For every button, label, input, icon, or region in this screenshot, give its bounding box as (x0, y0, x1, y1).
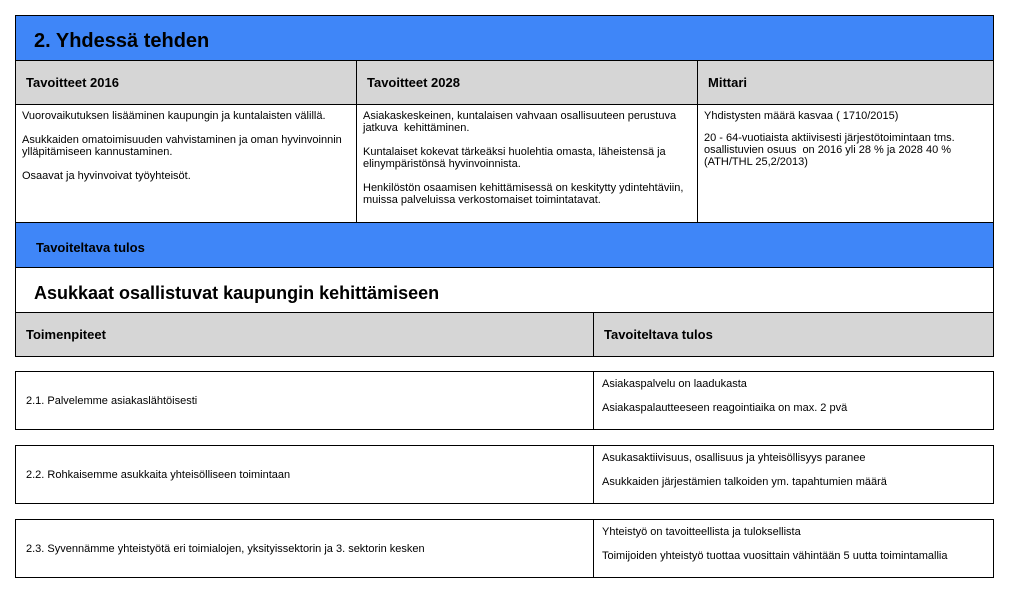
column-header-goals-2016 (15, 60, 357, 105)
section-title: 2. Yhdessä tehden (34, 29, 210, 52)
column-header-metric (697, 60, 994, 105)
results-header-label: Tavoiteltava tulos (604, 327, 713, 342)
target-bar (15, 222, 994, 268)
goal-text: Osaavat ja hyvinvoivat työyhteisöt. (22, 170, 191, 182)
result-text: Toimijoiden yhteistyö tuottaa vuosittain vähintään 5 uutta toimintamallia (602, 550, 948, 562)
metric-text: Yhdistysten määrä kasvaa ( 1710/2015) (704, 110, 899, 122)
results-header (593, 312, 994, 357)
actions-header (15, 312, 594, 357)
result-cell (593, 519, 994, 578)
goals-2028-cell (356, 104, 698, 223)
column-header-label: Mittari (708, 75, 747, 90)
goal-text: Vuorovaikutuksen lisääminen kaupungin ja kuntalaisten välillä. (22, 110, 326, 122)
target-heading-row (15, 267, 994, 313)
actions-header-label: Toimenpiteet (26, 327, 106, 342)
action-row (15, 371, 594, 430)
goal-text: Asukkaiden omatoimisuuden vahvistaminen ja oman hyvinvoinnin ylläpitämiseen kannustaminen. (22, 134, 345, 158)
metric-text: 20 - 64-vuotiaista aktiivisesti järjestötoimintaan tms. osallistuvien osuus on 2016 yli 28 % ja 2028 40 % (ATH/THL 25,2/2013) (704, 132, 958, 168)
result-text: Yhteistyö on tavoitteellista ja tuloksellista (602, 526, 801, 538)
action-row (15, 519, 594, 578)
goal-text: Henkilöstön osaamisen kehittämisessä on keskitytty ydintehtäviin, muissa palveluissa verkostomaiset toimintatavat. (363, 182, 687, 206)
result-cell (593, 445, 994, 504)
goal-text: Asiakaskeskeinen, kuntalaisen vahvaan osallisuuteen perustuva jatkuva kehittäminen. (363, 110, 680, 134)
result-cell (593, 371, 994, 430)
target-bar-label: Tavoiteltava tulos (36, 239, 145, 255)
column-header-goals-2028 (356, 60, 698, 105)
goal-text: Kuntalaiset kokevat tärkeäksi huolehtia omasta, läheistensä ja elinympäristönsä hyvinvoinnista. (363, 146, 669, 170)
result-text: Asukkaiden järjestämien talkoiden ym. tapahtumien määrä (602, 476, 887, 488)
result-text: Asiakaspalautteeseen reagointiaika on max. 2 pvä (602, 402, 848, 414)
action-label: 2.1. Palvelemme asiakaslähtöisesti (26, 394, 198, 407)
metric-cell (697, 104, 994, 223)
action-row (15, 445, 594, 504)
column-header-label: Tavoitteet 2016 (26, 75, 119, 90)
target-heading: Asukkaat osallistuvat kaupungin kehittämiseen (34, 282, 440, 303)
goals-2016-cell (15, 104, 357, 223)
action-label: 2.2. Rohkaisemme asukkaita yhteisölliseen toimintaan (26, 468, 291, 481)
action-label: 2.3. Syvennämme yhteistyötä eri toimialojen, yksityissektorin ja 3. sektorin kesken (26, 542, 425, 555)
result-text: Asiakaspalvelu on laadukasta (602, 378, 747, 390)
column-header-label: Tavoitteet 2028 (367, 75, 460, 90)
section-title-bar (15, 15, 994, 61)
result-text: Asukasaktiivisuus, osallisuus ja yhteisöllisyys paranee (602, 452, 866, 464)
